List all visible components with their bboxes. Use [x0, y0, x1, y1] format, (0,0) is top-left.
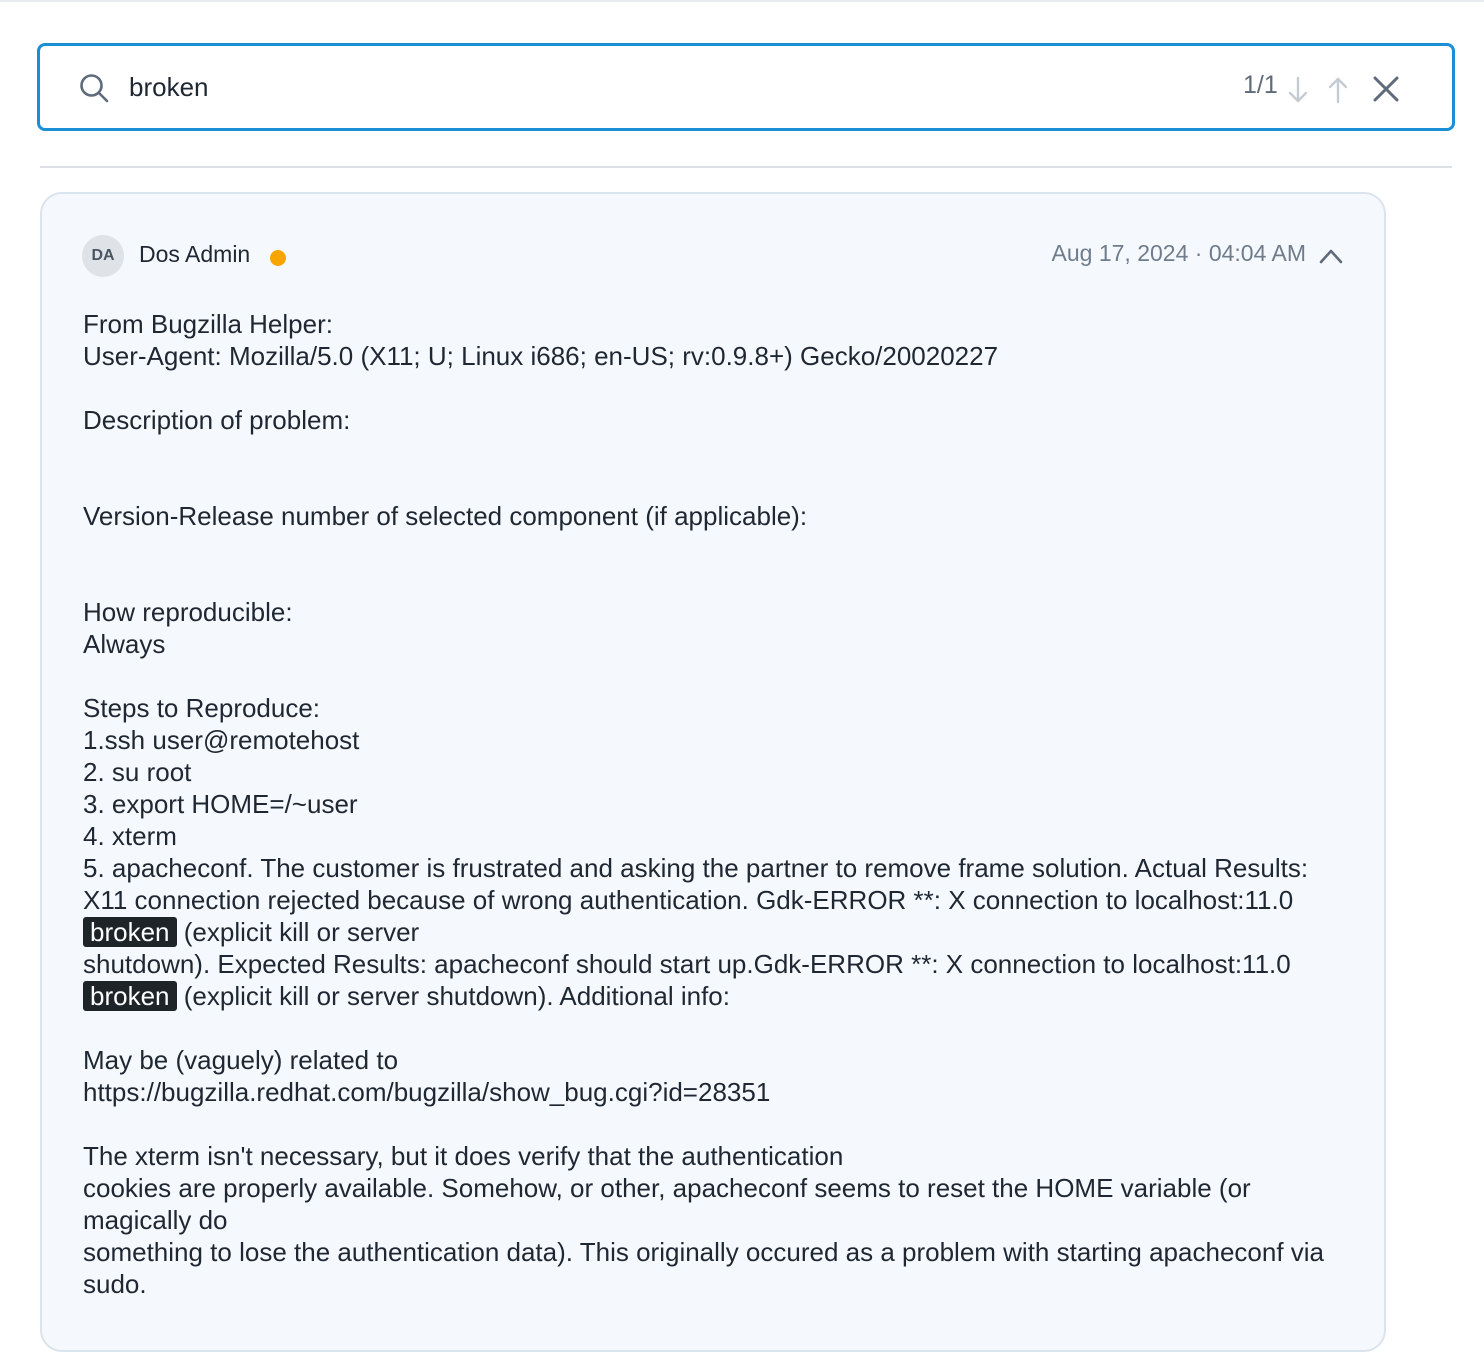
- search-bar[interactable]: [37, 43, 1455, 131]
- search-input[interactable]: [129, 64, 1029, 110]
- avatar: DA: [82, 235, 124, 277]
- body-line: Steps to Reproduce:: [83, 693, 321, 723]
- body-text: (explicit kill or server shutdown). Additional info:: [183, 981, 730, 1011]
- body-line: something to lose the authentication data). This originally occured as a problem with starting apacheconf via sudo.: [83, 1237, 1325, 1299]
- blank-line: [83, 532, 1338, 596]
- body-text: 5. apacheconf. The customer is frustrated and asking the partner to remove frame solution. Actual Results: X11 connection rejected because of wrong authentication. Gdk-ERROR **: X connection to localhost:11.0: [83, 853, 1309, 915]
- status-dot: [270, 250, 286, 266]
- blank-line: [83, 372, 1338, 404]
- blank-line: [83, 660, 1338, 692]
- message-body: [83, 308, 1338, 1300]
- message-card: [40, 192, 1386, 1352]
- chevron-up-icon[interactable]: [1318, 246, 1344, 266]
- body-link[interactable]: https://bugzilla.redhat.com/bugzilla/show_bug.cgi?id=28351: [83, 1077, 771, 1107]
- body-line: How reproducible:: [83, 597, 293, 627]
- body-line: 4. xterm: [83, 821, 177, 851]
- search-icon: [78, 72, 110, 104]
- blank-line: [83, 436, 1338, 500]
- body-line: 1.ssh user@remotehost: [83, 725, 360, 755]
- body-line: Description of problem:: [83, 405, 351, 435]
- search-highlight: broken: [83, 981, 177, 1011]
- search-highlight: broken: [83, 917, 177, 947]
- body-line: The xterm isn't necessary, but it does verify that the authentication: [83, 1141, 844, 1171]
- match-count: 1/1: [1243, 71, 1278, 99]
- divider: [40, 166, 1452, 168]
- body-text: (explicit kill or server: [183, 917, 420, 947]
- body-paragraph: [83, 948, 1338, 1012]
- body-line: 3. export HOME=/~user: [83, 789, 358, 819]
- body-line: Version-Release number of selected component (if applicable):: [83, 501, 808, 531]
- top-border: [0, 0, 1484, 2]
- body-paragraph: [83, 852, 1338, 948]
- blank-line: [83, 1108, 1338, 1140]
- blank-line: [83, 1012, 1338, 1044]
- body-line: cookies are properly available. Somehow, or other, apacheconf seems to reset the HOME variable (or magically do: [83, 1173, 1251, 1235]
- close-icon[interactable]: [1370, 73, 1402, 105]
- author-name: Dos Admin: [139, 241, 251, 267]
- message-timestamp: Aug 17, 2024 · 04:04 AM: [1051, 240, 1306, 266]
- body-text: shutdown). Expected Results: apacheconf should start up.Gdk-ERROR **: X connection to localhost:11.0: [83, 949, 1291, 979]
- arrow-down-icon[interactable]: [1285, 75, 1311, 105]
- body-line: May be (vaguely) related to: [83, 1045, 399, 1075]
- body-line: 2. su root: [83, 757, 192, 787]
- body-line: Always: [83, 629, 166, 659]
- body-line: User-Agent: Mozilla/5.0 (X11; U; Linux i686; en-US; rv:0.9.8+) Gecko/20020227: [83, 341, 999, 371]
- arrow-up-icon[interactable]: [1325, 75, 1351, 105]
- body-line: From Bugzilla Helper:: [83, 309, 333, 339]
